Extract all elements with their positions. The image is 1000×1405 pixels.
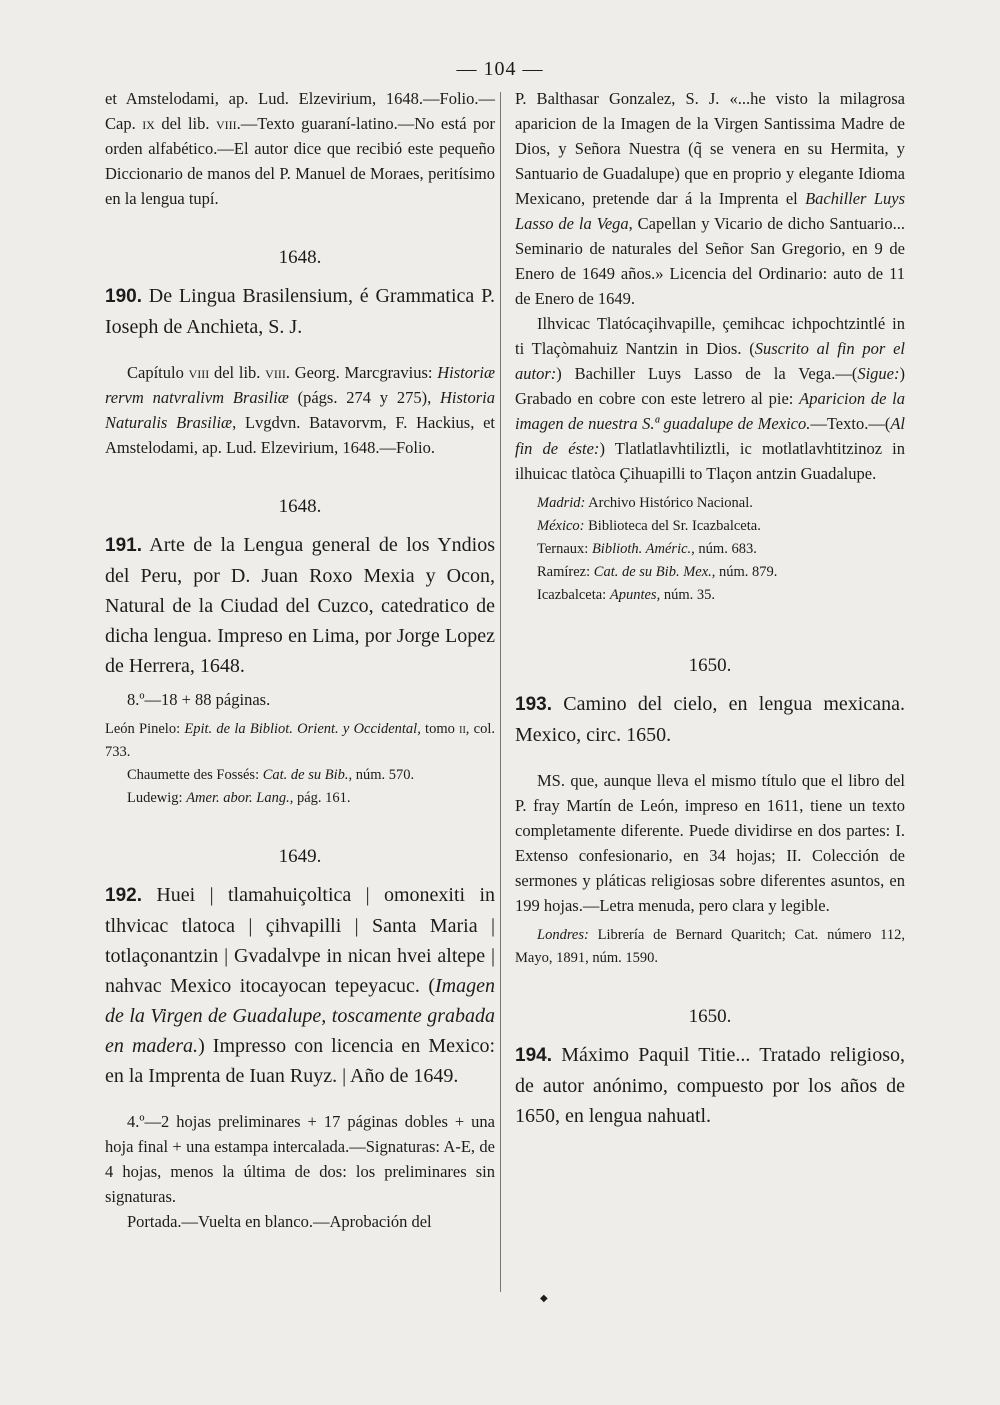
entry-190-year: 1648. bbox=[278, 247, 322, 268]
text-segment: Ramírez: bbox=[537, 564, 594, 580]
left-column bbox=[105, 86, 495, 1234]
roman-numeral: viii bbox=[265, 363, 286, 382]
entry-193-body: MS. que, aunque lleva el mismo título que el libro del P. fray Martín de León, impreso en 1611, tiene un texto completamente diferente. Puede dividirse en dos partes: I. Extenso confesionario, en 34 hojas; II. Colección de sermones y pláticas religiosas sobre diferentes asuntos, en 199 hojas.—Letra menuda, pero clara y legible. bbox=[515, 771, 905, 915]
entry-189-continuation bbox=[105, 86, 495, 211]
entry-191-number: 191. bbox=[105, 535, 142, 556]
text-segment: .—Texto guaraní-latino.—No está por orden alfabético.—El autor dice que recibió este pequeño Diccionario de manos del P. Manuel de Moraes, peritísimo en la lengua tupí. bbox=[105, 114, 495, 208]
entry-191-citation bbox=[105, 764, 495, 787]
italic-text: Londres: bbox=[537, 927, 589, 943]
italic-text: Sigue: bbox=[857, 364, 900, 383]
text-segment: , núm. 35. bbox=[656, 587, 715, 603]
entry-192-citation bbox=[515, 584, 905, 607]
text-segment: Librería de Bernard Quaritch; Cat. número 112, Mayo, 1891, núm. 1590. bbox=[515, 927, 905, 966]
italic-text: Amer. abor. Lang. bbox=[186, 790, 290, 806]
text-segment: ) Tlatlatlavhtiliztli, ic motlatlavhtitzinoz in ilhuicac tlatòca Çihuapilli to Tlaçon antzin Guadalupe. bbox=[515, 439, 906, 483]
text-segment: ) Impresso con licencia en Mexico: en la Imprenta de Iuan Ruyz. | Año de 1649. bbox=[105, 1035, 496, 1087]
italic-text: Al fin de éste: bbox=[515, 414, 905, 458]
italic-text: Bachiller Luys Lasso de la Vega bbox=[515, 189, 905, 233]
text-segment: del lib. bbox=[209, 363, 266, 382]
roman-numeral: viii bbox=[188, 363, 210, 382]
entry-191-title-text: Arte de la Lengua general de los Yndios del Peru, por D. Juan Roxo Mexia y Ocon, Natural de la Ciudad del Cuzco, catedratico de dicha lengua. Impreso en Lima, por Jorge Lopez de Herrera, 1648. bbox=[105, 534, 495, 677]
entry-number: 192. bbox=[105, 885, 142, 906]
text-segment: Archivo Histórico Nacional. bbox=[585, 495, 753, 511]
entry-192-description bbox=[515, 311, 905, 486]
text-segment: (págs. 274 y 275), bbox=[288, 388, 440, 407]
column-divider bbox=[500, 92, 501, 1292]
italic-text: Cat. de su Bib. Mex. bbox=[593, 564, 712, 580]
right-column bbox=[515, 86, 905, 1131]
text-segment: ) Bachiller Luys Lasso de la Vega.—( bbox=[556, 364, 858, 383]
entry-191-citation bbox=[105, 718, 495, 764]
entry-191-citation bbox=[105, 787, 495, 810]
italic-text: Biblioth. Améric. bbox=[591, 541, 692, 557]
text-segment: , col. 733. bbox=[105, 721, 495, 760]
italic-text: Historia Naturalis Brasiliæ bbox=[105, 388, 495, 432]
text-segment: , Lvgdvn. Batavorvm, F. Hackius, et Amstelodami, ap. Lud. Elzevirium, 1648.—Folio. bbox=[105, 413, 496, 457]
roman-numeral: ii bbox=[459, 721, 466, 737]
entry-192-title bbox=[105, 880, 495, 1091]
text-segment: , pág. 161. bbox=[289, 790, 351, 806]
text-segment: —Texto.—( bbox=[810, 414, 891, 433]
text-segment: , núm. 570. bbox=[348, 767, 415, 783]
entry-190-title bbox=[105, 281, 495, 342]
italic-text: Imagen de la Virgen de Guadalupe, toscamente grabada en madera. bbox=[105, 975, 495, 1057]
entry-192-citation bbox=[515, 515, 905, 538]
entry-194-title-text: Máximo Paquil Titie... Tratado religioso, de autor anónimo, compuesto por los años de 1650, en lengua nahuatl. bbox=[515, 1044, 905, 1127]
entry-192-citation bbox=[515, 561, 905, 584]
text-segment: Biblioteca del Sr. Icazbalceta. bbox=[584, 518, 761, 534]
text-segment: Ilhvicac Tlatócaçihvapille, çemihcac ichpochtzintlé in ti Tlaçòmahuiz Nantzin in Dios. ( bbox=[515, 314, 905, 358]
italic-text: Apuntes bbox=[609, 587, 657, 603]
entry-194-year: 1650. bbox=[688, 1006, 732, 1027]
entry-192-year: 1649. bbox=[278, 846, 322, 867]
text-segment: Ludewig: bbox=[127, 790, 187, 806]
text-segment: , núm. 683. bbox=[691, 541, 757, 557]
entry-193-citation bbox=[515, 924, 905, 970]
entry-193-title bbox=[515, 689, 905, 750]
italic-text: Historiæ rervm natvralivm Brasiliæ bbox=[105, 363, 495, 407]
entry-191-year: 1648. bbox=[278, 496, 322, 517]
entry-194-title bbox=[515, 1040, 905, 1131]
entry-192-citation bbox=[515, 538, 905, 561]
text-segment: Ternaux: bbox=[537, 541, 592, 557]
text-segment: ) Grabado en cobre con este letrero al pie: bbox=[515, 364, 905, 408]
entry-190-number: 190. bbox=[105, 286, 142, 307]
entry-191-citations bbox=[105, 718, 495, 810]
italic-text: Madrid: bbox=[537, 495, 586, 511]
text-segment: . Georg. Marcgravius: bbox=[285, 363, 438, 382]
roman-numeral: ix bbox=[142, 114, 155, 133]
text-segment: , tomo bbox=[417, 721, 460, 737]
text-segment: , núm. 879. bbox=[711, 564, 778, 580]
entry-190-note bbox=[105, 360, 495, 460]
text-segment: et Amstelodami, ap. Lud. Elzevirium, 1648.—Folio.—Cap. bbox=[105, 89, 495, 133]
italic-text: México: bbox=[537, 518, 585, 534]
entry-192-citations bbox=[515, 492, 905, 607]
text-segment: P. Balthasar Gonzalez, S. J. «...he visto la milagrosa aparicion de la Imagen de la Virgen Santissima Madre de Dios, y Señora Nuestra (q̃ se venera en su Hermita, y Santuario de Guadalupe) que en proprio y elegante Idioma Mexicano, pretende dar á la Imprenta el bbox=[515, 89, 905, 208]
italic-text: Epit. de la Bibliot. Orient. y Occidental bbox=[184, 721, 418, 737]
entry-190-title-text: De Lingua Brasilensium, é Grammatica P. Ioseph de Anchieta, S. J. bbox=[105, 285, 495, 338]
entry-193-year: 1650. bbox=[688, 655, 732, 676]
text-segment: del lib. bbox=[154, 114, 216, 133]
entry-192-portada: Portada.—Vuelta en blanco.—Aprobación del bbox=[127, 1212, 432, 1231]
italic-text: Suscrito al fin por el autor: bbox=[515, 339, 905, 383]
page-number: — 104 — bbox=[456, 58, 544, 80]
text-segment: , Capellan y Vicario de dicho Santuario... Seminario de naturales del Señor San Gregorio, en 9 de Enero de 1649 años.» Licencia del Ordinario: auto de 11 de Enero de 1649. bbox=[515, 214, 905, 308]
entry-193-title-text: Camino del cielo, en lengua mexicana. Mexico, circ. 1650. bbox=[515, 693, 905, 746]
entry-192-continuation bbox=[515, 86, 905, 311]
italic-text: Cat. de su Bib. bbox=[262, 767, 349, 783]
text-segment: Capítulo bbox=[127, 363, 189, 382]
entry-191-format: 8.º—18 + 88 páginas. bbox=[127, 690, 271, 709]
entry-192-format: 4.º—2 hojas preliminares + 17 páginas dobles + una hoja final + una estampa intercalada.—Signaturas: A-E, de 4 hojas, menos la última de dos: los preliminares sin signaturas. bbox=[105, 1112, 495, 1206]
end-mark: ◆ bbox=[540, 1293, 548, 1304]
text-segment: Huei | tlamahuiçoltica | omonexiti in tlhvicac tlatoca | çihvapilli | Santa Maria | totlaçonantzin | Gvadalvpe in nican hvei altepe | nahvac Mexico itocayocan tepeyacuc. ( bbox=[105, 884, 496, 997]
entry-192-citation bbox=[515, 492, 905, 515]
italic-text: Aparicion de la imagen de nuestra S.ª guadalupe de Mexico. bbox=[515, 389, 906, 433]
roman-numeral: viii bbox=[215, 114, 237, 133]
entry-194-number: 194. bbox=[515, 1045, 552, 1066]
entry-191-title bbox=[105, 530, 495, 681]
entry-193-number: 193. bbox=[515, 694, 552, 715]
text-segment: Chaumette des Fossés: bbox=[127, 767, 263, 783]
text-segment: León Pinelo: bbox=[105, 721, 185, 737]
text-segment: Icazbalceta: bbox=[537, 587, 610, 603]
